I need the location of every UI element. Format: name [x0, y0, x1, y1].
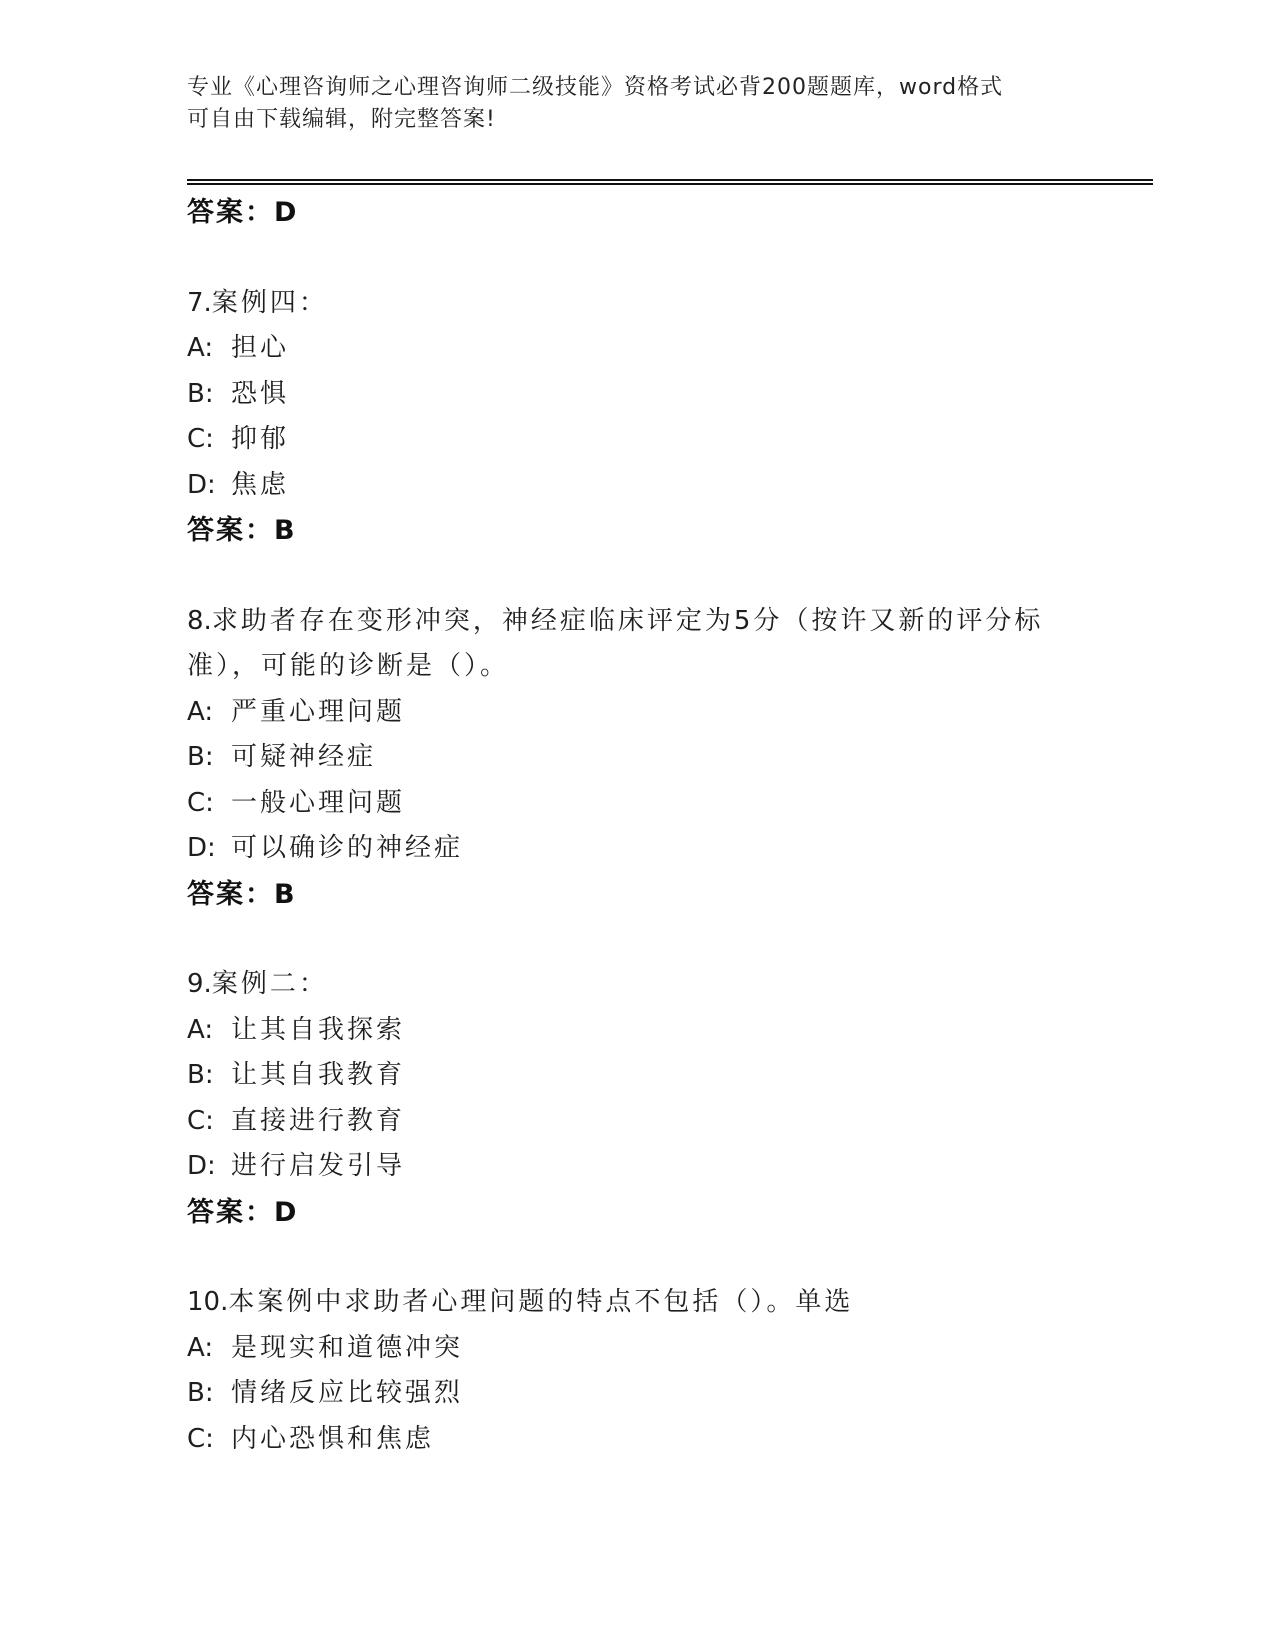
option-label: B: — [187, 742, 214, 772]
option-text: 恐惧 — [231, 378, 290, 409]
option-label: D: — [187, 1151, 216, 1181]
option-d — [187, 826, 1087, 872]
option-label: B: — [187, 1378, 214, 1408]
option-label: C: — [187, 424, 214, 454]
option-label: A: — [187, 696, 214, 727]
option-d — [187, 1144, 1087, 1190]
option-text: 可以确诊的神经症 — [231, 833, 464, 863]
option-text: 一般心理问题 — [231, 787, 406, 818]
spacer — [187, 554, 1087, 599]
question-9 — [187, 962, 1087, 1235]
question-text-continued: 准），可能的诊断是（）。 — [187, 651, 510, 681]
option-text: 抑郁 — [231, 424, 290, 454]
option-c — [187, 417, 1087, 463]
option-text: 焦虑 — [231, 469, 290, 500]
spacer — [187, 236, 1087, 281]
option-a — [187, 690, 1087, 736]
option-label: A: — [187, 1014, 214, 1045]
question-list — [187, 190, 1087, 1462]
question-number: 7. — [187, 287, 212, 318]
option-text: 情绪反应比较强烈 — [231, 1378, 464, 1408]
header-divider-bottom — [187, 183, 1153, 185]
document-header — [187, 72, 1077, 136]
spacer — [187, 917, 1087, 962]
answer: 答案：B — [187, 878, 297, 910]
option-text: 让其自我教育 — [231, 1060, 406, 1090]
spacer — [187, 1235, 1087, 1280]
question-number: 8. — [187, 605, 212, 636]
option-label: C: — [187, 1423, 214, 1454]
question-text — [187, 281, 1087, 327]
header-divider-top — [187, 179, 1153, 181]
option-label: A: — [187, 333, 214, 363]
option-a — [187, 326, 1087, 372]
question-text — [187, 1280, 1087, 1326]
option-b — [187, 1371, 1087, 1417]
question-text-line: 案例二： — [211, 969, 328, 999]
option-text: 担心 — [231, 333, 290, 363]
question-number: 10. — [187, 1287, 229, 1317]
header-title-line-1: 专业《心理咨询师之心理咨询师二级技能》资格考试必背200题题库，word格式 — [187, 75, 1004, 100]
option-label: D: — [187, 833, 216, 863]
previous-answer: 答案：D — [187, 197, 299, 228]
option-label: D: — [187, 469, 216, 500]
question-text-line: 本案例中求助者心理问题的特点不包括（）。单选 — [228, 1287, 854, 1317]
question-10 — [187, 1280, 1087, 1462]
option-b — [187, 735, 1087, 781]
option-c — [187, 781, 1087, 827]
option-label: B: — [187, 1060, 214, 1090]
header-title-line-2: 可自由下载编辑，附完整答案! — [187, 107, 496, 132]
option-text: 可疑神经症 — [231, 742, 377, 772]
question-7 — [187, 281, 1087, 554]
option-a — [187, 1326, 1087, 1372]
question-text — [187, 962, 1087, 1008]
option-text: 让其自我探索 — [231, 1014, 406, 1045]
answer: 答案：B — [187, 515, 297, 546]
option-text: 直接进行教育 — [231, 1105, 406, 1136]
option-c — [187, 1417, 1087, 1463]
option-d — [187, 463, 1087, 509]
question-number: 9. — [187, 969, 212, 999]
option-label: C: — [187, 787, 214, 818]
option-text: 是现实和道德冲突 — [231, 1332, 464, 1363]
option-label: C: — [187, 1105, 214, 1136]
option-text: 进行启发引导 — [231, 1151, 406, 1181]
option-label: A: — [187, 1332, 214, 1363]
option-a — [187, 1008, 1087, 1054]
question-text — [187, 599, 1087, 645]
option-b — [187, 372, 1087, 418]
option-c — [187, 1099, 1087, 1145]
option-label: B: — [187, 378, 214, 409]
option-text: 严重心理问题 — [231, 696, 406, 727]
option-text: 内心恐惧和焦虑 — [231, 1423, 435, 1454]
answer: 答案：D — [187, 1196, 299, 1228]
question-text-line: 求助者存在变形冲突，神经症临床评定为5分（按许又新的评分标 — [211, 605, 1044, 636]
option-b — [187, 1053, 1087, 1099]
question-text-line: 案例四： — [211, 287, 328, 318]
question-8 — [187, 599, 1087, 918]
